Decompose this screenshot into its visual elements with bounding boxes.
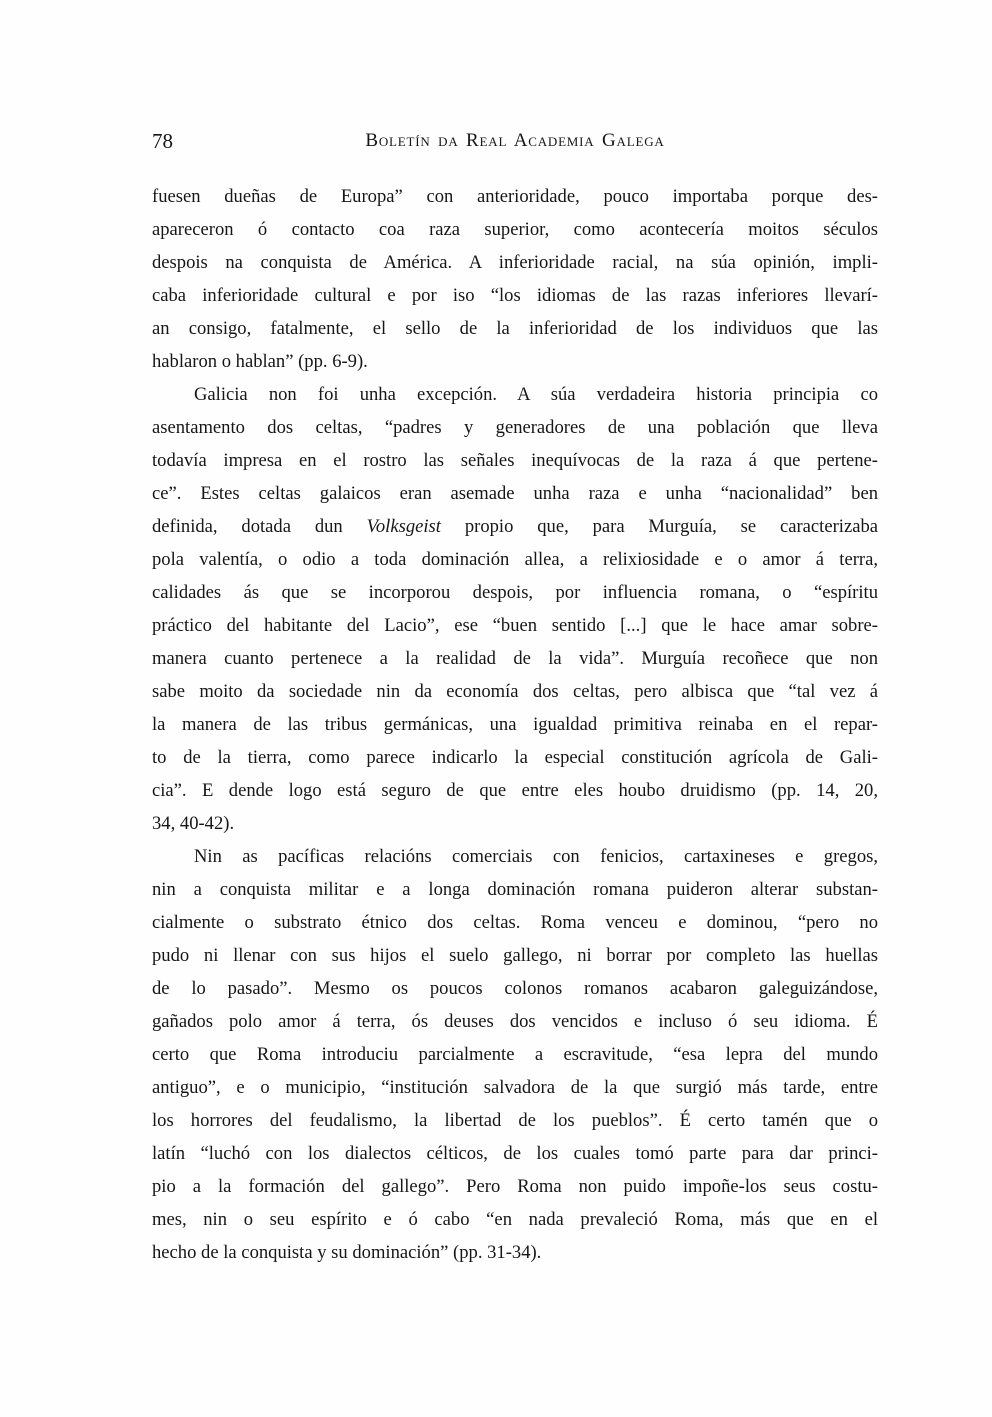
text-line: cia”. E dende logo está seguro de que entre eles houbo druidismo (pp. 14, 20, (152, 780, 878, 801)
text-line: fuesen dueñas de Europa” con anterioridade, pouco importaba porque des- (152, 186, 878, 207)
text-line: todavía impresa en el rostro las señales inequívocas de la raza á que pertene- (152, 450, 878, 471)
text-line: gañados polo amor á terra, ós deuses dos vencidos e incluso ó seu idioma. É (152, 1011, 878, 1032)
page-body (152, 180, 878, 1269)
text-line: calidades ás que se incorporou despois, por influencia romana, o “espíritu (152, 582, 878, 603)
text-line: manera cuanto pertenece a la realidad de la vida”. Murguía recoñece que non (152, 648, 878, 669)
paragraph (152, 378, 878, 840)
text-line: nin a conquista militar e a longa dominación romana puideron alterar substan- (152, 879, 878, 900)
text-line: latín “luchó con los dialectos célticos, de los cuales tomó parte para dar princi- (152, 1143, 878, 1164)
text-line: cialmente o substrato étnico dos celtas. Roma venceu e dominou, “pero no (152, 912, 878, 933)
text-line: hablaron o hablan” (pp. 6-9). (152, 351, 368, 372)
text-segment: definida, dotada dun (152, 516, 367, 537)
text-line: ce”. Estes celtas galaicos eran asemade unha raza e unha “nacionalidad” ben (152, 483, 878, 504)
text-segment: propio que, para Murguía, se caracterizaba (440, 516, 879, 537)
text-line: de lo pasado”. Mesmo os poucos colonos romanos acabaron galeguizándose, (152, 978, 878, 999)
text-line: hecho de la conquista y su dominación” (pp. 31-34). (152, 1242, 542, 1263)
text-line: pudo ni llenar con sus hijos el suelo gallego, ni borrar por completo las huellas (152, 945, 878, 966)
text-line: Nin as pacíficas relacións comerciais con fenicios, cartaxineses e gregos, (194, 846, 878, 867)
italic-term: Volksgeist (366, 516, 441, 537)
text-line: pio a la formación del gallego”. Pero Roma non puido impoñe-los seus costu- (152, 1176, 878, 1197)
text-line (152, 510, 878, 543)
text-line: 34, 40-42). (152, 813, 235, 834)
text-line: to de la tierra, como parece indicarlo la especial constitución agrícola de Gali- (152, 747, 878, 768)
journal-title: Boletín da Real Academia Galega (365, 130, 665, 151)
text-line: apareceron ó contacto coa raza superior, como acontecería moitos séculos (152, 219, 878, 240)
text-line: la manera de las tribus germánicas, una igualdad primitiva reinaba en el repar- (152, 714, 878, 735)
text-line: Galicia non foi unha excepción. A súa verdadeira historia principia co (194, 384, 878, 405)
page-number: 78 (152, 129, 173, 153)
text-line: práctico del habitante del Lacio”, ese “buen sentido [...] que le hace amar sobre- (152, 615, 878, 636)
text-line: certo que Roma introduciu parcialmente a escravitude, “esa lepra del mundo (152, 1044, 878, 1065)
text-line: despois na conquista de América. A inferioridade racial, na súa opinión, impli- (152, 252, 878, 273)
paragraph (152, 180, 878, 378)
text-line: sabe moito da sociedade nin da economía dos celtas, pero albisca que “tal vez á (152, 681, 878, 702)
text-line: caba inferioridade cultural e por iso “los idiomas de las razas inferiores llevarí- (152, 285, 878, 306)
text-line: antiguo”, e o municipio, “institución salvadora de la que surgió más tarde, entre (152, 1077, 878, 1098)
page-header (152, 128, 878, 154)
text-line: pola valentía, o odio a toda dominación allea, a relixiosidade e o amor á terra, (152, 549, 878, 570)
text-line: an consigo, fatalmente, el sello de la inferioridad de los individuos que las (152, 318, 878, 339)
text-line: los horrores del feudalismo, la libertad de los pueblos”. É certo tamén que o (152, 1110, 878, 1131)
text-line: mes, nin o seu espírito e ó cabo “en nada prevaleció Roma, más que en el (152, 1209, 878, 1230)
paragraph (152, 840, 878, 1269)
text-line: asentamento dos celtas, “padres y generadores de una población que lleva (152, 417, 878, 438)
